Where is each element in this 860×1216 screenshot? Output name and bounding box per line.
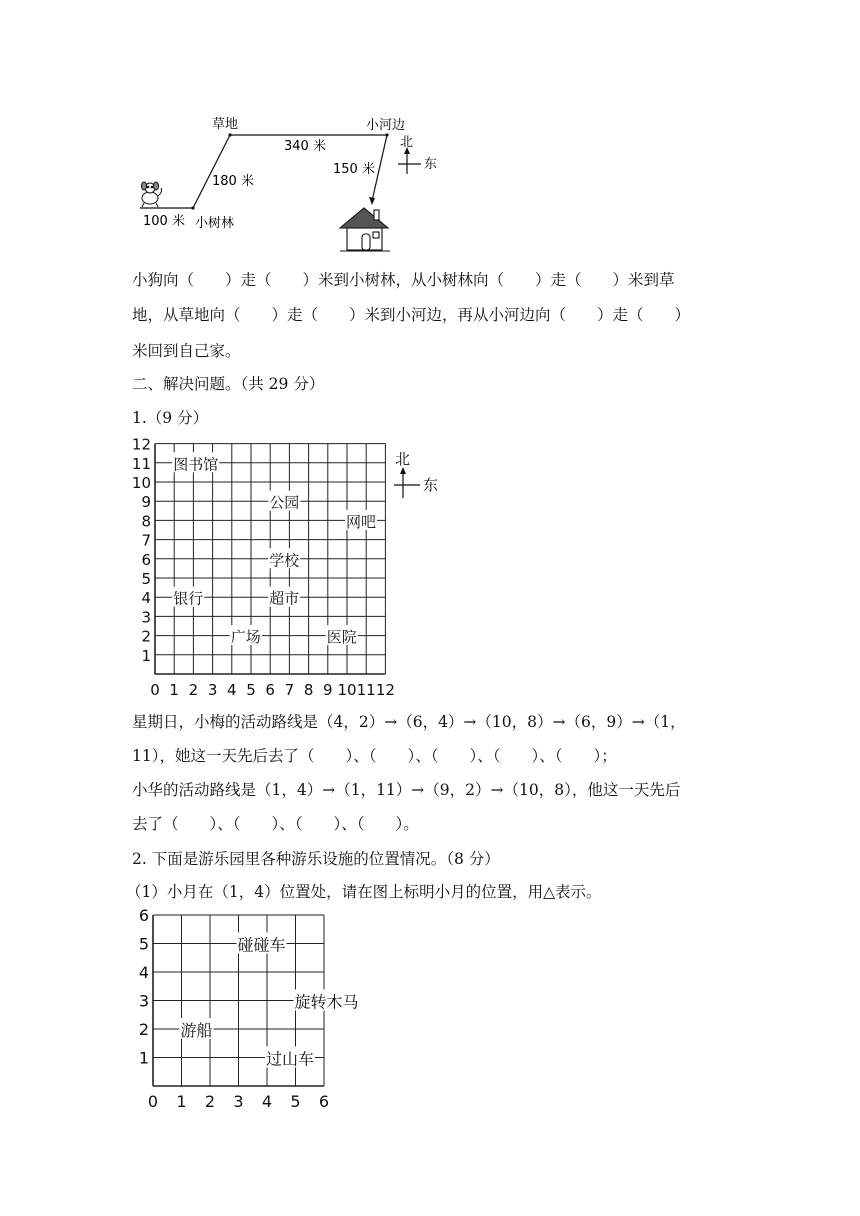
- y-tick-label: 9: [141, 493, 151, 512]
- place-label: 银行: [173, 589, 204, 608]
- q1-text-line-1: 星期日，小梅的活动路线是（4，2）→（6，4）→（10，8）→（6，9）→（1，: [132, 713, 686, 731]
- place-label: 碰碰车: [237, 935, 286, 955]
- y-tick-label: 3: [138, 991, 149, 1011]
- q1-label: 1.（9 分）: [132, 409, 209, 427]
- q1-text-line-2: 11），她这一天先后去了（ ）、（ ）、（ ）、（ ）、（ ）；: [132, 747, 617, 765]
- place-label: 公园: [269, 493, 300, 512]
- place-label: 图书馆: [173, 455, 219, 474]
- y-tick-label: 8: [141, 512, 151, 531]
- place-label: 游船: [180, 1021, 213, 1040]
- svg-text:北: 北: [400, 135, 414, 150]
- x-tick-label: 1: [176, 1092, 187, 1111]
- dog-icon: [142, 182, 162, 207]
- compass-icon: [394, 450, 438, 498]
- compass-icon: [398, 135, 437, 174]
- label-woods: 小树林: [195, 216, 235, 231]
- x-tick-label: 3: [207, 681, 218, 699]
- place-label: 过山车: [266, 1049, 315, 1069]
- dist-grass-river: 340 米: [284, 139, 326, 154]
- dist-woods-grass: 180 米: [212, 174, 254, 189]
- x-tick-label: 10: [337, 681, 357, 699]
- x-tick-label: 2: [204, 1092, 216, 1111]
- y-tick-label: 12: [131, 435, 151, 454]
- y-tick-label: 3: [141, 608, 151, 627]
- svg-text:东: 东: [424, 157, 438, 172]
- route-question-line-1: 小狗向（ ）走（ ）米到小树林，从小树林向（ ）走（ ）米到草: [132, 271, 675, 289]
- x-tick-label: 5: [246, 681, 256, 699]
- x-tick-label: 4: [227, 681, 237, 699]
- place-label: 网吧: [346, 512, 377, 531]
- x-tick-label: 2: [188, 681, 199, 699]
- x-tick-label: 0: [150, 681, 160, 699]
- x-tick-label: 11: [356, 681, 376, 699]
- place-label: 旋转木马: [294, 992, 359, 1012]
- q2-label: 2. 下面是游乐园里各种游乐设施的位置情况。（8 分）: [132, 850, 500, 868]
- place-label: 广场: [230, 628, 261, 647]
- place-label: 学校: [269, 551, 300, 570]
- house-icon: [340, 208, 390, 251]
- y-tick-label: 10: [131, 474, 151, 492]
- x-tick-label: 6: [265, 681, 275, 699]
- x-tick-label: 7: [284, 681, 295, 699]
- x-tick-label: 5: [290, 1092, 301, 1111]
- y-tick-label: 4: [138, 963, 149, 982]
- y-tick-label: 2: [138, 1020, 149, 1039]
- y-tick-label: 5: [138, 934, 149, 954]
- dist-dog-woods: 100 米: [143, 214, 185, 229]
- coordinate-grid-2: [130, 906, 359, 1112]
- label-grass: 草地: [212, 117, 239, 132]
- y-tick-label: 5: [141, 570, 151, 588]
- x-tick-label: 9: [323, 681, 333, 699]
- q2-subquestion-1: （1）小月在（1，4）位置处，请在图上标明小月的位置，用△表示。: [126, 883, 602, 901]
- dist-river-home: 150 米: [333, 162, 375, 177]
- x-tick-label: 4: [261, 1092, 273, 1111]
- y-tick-label: 1: [141, 646, 151, 665]
- q1-text-line-3: 小华的活动路线是（1，4）→（1，11）→（9，2）→（10，8），他这一天先后: [132, 781, 681, 799]
- place-label: 超市: [269, 589, 300, 608]
- q1-text-line-4: 去了（ ）、（ ）、（ ）、（ ）。: [132, 815, 419, 833]
- section-heading: 二、解决问题。（共 29 分）: [132, 375, 325, 393]
- place-label: 医院: [326, 628, 357, 647]
- y-tick-label: 6: [141, 550, 151, 569]
- x-tick-label: 1: [169, 681, 179, 699]
- route-question-line-2: 地，从草地向（ ）走（ ）米到小河边，再从小河边向（ ）走（ ）: [132, 306, 691, 324]
- y-tick-label: 7: [141, 531, 151, 550]
- x-tick-label: 3: [233, 1092, 244, 1111]
- y-tick-label: 2: [141, 627, 151, 646]
- x-tick-label: 8: [303, 681, 314, 699]
- x-tick-label: 6: [318, 1092, 330, 1111]
- route-question-line-3: 米回到自己家。: [132, 342, 241, 360]
- y-tick-label: 4: [141, 589, 151, 608]
- coordinate-grid-1: [130, 432, 460, 700]
- svg-text:北: 北: [395, 450, 411, 468]
- label-river: 小河边: [366, 118, 406, 133]
- y-tick-label: 11: [131, 454, 151, 473]
- x-tick-label: 0: [147, 1092, 159, 1111]
- route-map: [130, 108, 450, 256]
- x-tick-label: 12: [375, 681, 395, 699]
- svg-text:东: 东: [423, 476, 439, 494]
- y-tick-label: 1: [138, 1048, 149, 1068]
- y-tick-label: 6: [138, 906, 149, 925]
